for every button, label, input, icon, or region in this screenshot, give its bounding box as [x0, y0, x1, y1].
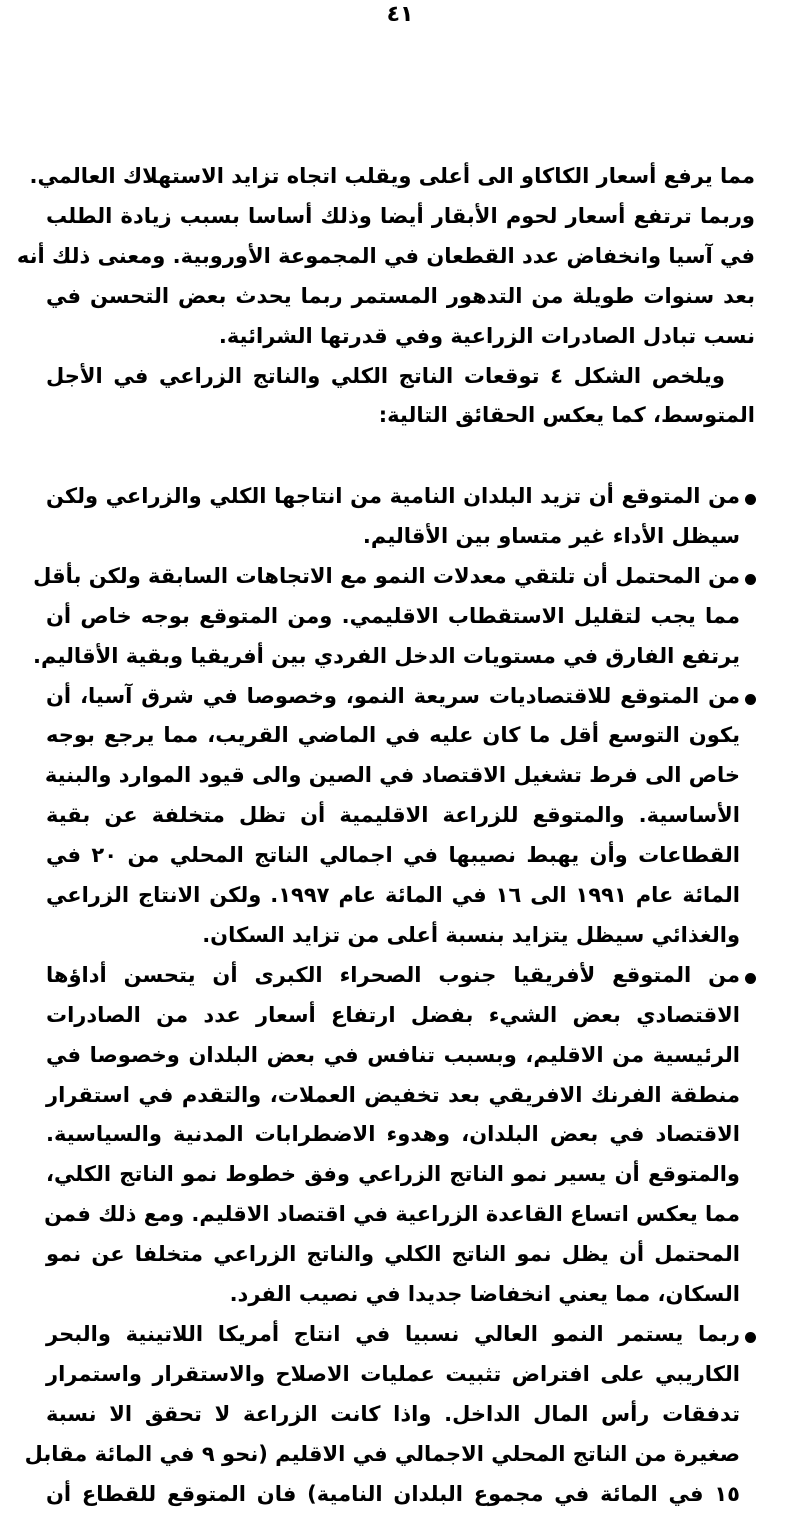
page-number: ٤١ — [386, 2, 414, 27]
bullet-line: ربما يستمر النمو العالي نسبيا في انتاج أمريكا اللاتينية والبحر — [46, 1321, 740, 1346]
bullet-line: من المتوقع لأفريقيا جنوب الصحراء الكبرى أن يتحسن أداؤها — [46, 962, 740, 987]
bullet-line: من المتوقع للاقتصاديات سريعة النمو، وخصوصا في شرق آسيا، أن — [46, 683, 740, 708]
paragraph-line: نسب تبادل الصادرات الزراعية وفي قدرتها الشرائية. — [218, 323, 755, 348]
paragraph-line: وربما ترتفع أسعار لحوم الأبقار أيضا وذلك أساسا بسبب زيادة الطلب — [46, 203, 755, 228]
bullet-line: تدفقات رأس المال الداخل. واذا كانت الزراعة لا تحقق الا نسبة — [46, 1401, 740, 1426]
bullet-line: السكان، مما يعني انخفاضا جديدا في نصيب الفرد. — [229, 1282, 740, 1306]
bullet-line: سيظل الأداء غير متساو بين الأقاليم. — [362, 523, 740, 548]
bullet-line: من المحتمل أن تلتقي معدلات النمو مع الاتجاهات السابقة ولكن بأقل — [33, 563, 740, 588]
bullet-line: والغذائي سيظل يتزايد بنسبة أعلى من تزايد السكان. — [202, 922, 740, 947]
bullet-line: الرئيسية من الاقليم، وبسبب تنافس في بعض البلدان وخصوصا في — [46, 1042, 740, 1067]
paragraph-line: ويلخص الشكل ٤ توقعات الناتج الكلي والناتج الزراعي في الأجل — [46, 363, 725, 388]
bullet-line: منطقة الفرنك الافريقي بعد تخفيض العملات، والتقدم في استقرار — [46, 1082, 740, 1107]
bullet-line: المائة عام ١٩٩١ الى ١٦ في المائة عام ١٩٩٧. ولكن الانتاج الزراعي — [46, 883, 740, 907]
paragraph-line: المتوسط، كما يعكس الحقائق التالية: — [378, 403, 755, 428]
bullet-line: يكون التوسع أقل ما كان عليه في الماضي القريب، مما يرجع بوجه — [46, 723, 740, 748]
bullet-line: مما يعكس اتساع القاعدة الزراعية في اقتصاد الاقليم. ومع ذلك فمن — [44, 1202, 740, 1227]
bullet-icon — [745, 1332, 756, 1343]
bullet-line: مما يجب لتقليل الاستقطاب الاقليمي. ومن المتوقع بوجه خاص أن — [46, 603, 740, 628]
bullet-line: الاقتصادي بعض الشيء بفضل ارتفاع أسعار عدد من الصادرات — [46, 1002, 740, 1027]
bullet-icon — [745, 694, 756, 705]
bullet-line: والمتوقع أن يسير نمو الناتج الزراعي وفق خطوط نمو الناتج الكلي، — [46, 1162, 740, 1187]
bullet-line: ١٥ في المائة في مجموع البلدان النامية) فان المتوقع للقطاع أن — [46, 1481, 740, 1506]
bullet-line: الكاريبي على افتراض تثبيت عمليات الاصلاح والاستقرار واستمرار — [46, 1361, 740, 1386]
bullet-icon — [745, 973, 756, 984]
paragraph-line: في آسيا وانخفاض عدد القطعان في المجموعة الأوروبية. ومعنى ذلك أنه — [16, 243, 755, 268]
bullet-line: من المتوقع أن تزيد البلدان النامية من انتاجها الكلي والزراعي ولكن — [46, 484, 740, 508]
bullet-icon — [745, 574, 756, 585]
paragraph-line: مما يرفع أسعار الكاكاو الى أعلى ويقلب اتجاه تزايد الاستهلاك العالمي. — [29, 164, 755, 188]
bullet-line: المحتمل أن يظل نمو الناتج الكلي والناتج الزراعي متخلفا عن نمو — [46, 1242, 740, 1267]
bullet-icon — [745, 494, 756, 505]
bullet-line: صغيرة من الناتج المحلي الاجمالي في الاقليم (نحو ٩ في المائة مقابل — [24, 1441, 740, 1466]
bullet-line: الاقتصاد في بعض البلدان، وهدوء الاضطرابات المدنية والسياسية. — [46, 1122, 740, 1147]
bullet-line: القطاعات وأن يهبط نصيبها في اجمالي الناتج المحلي من ٢٠ في — [46, 843, 740, 868]
bullet-line: الأساسية. والمتوقع للزراعة الاقليمية أن تظل متخلفة عن بقية — [46, 803, 740, 828]
bullet-line: خاص الى فرط تشغيل الاقتصاد في الصين والى قيود الموارد والبنية — [44, 763, 740, 788]
bullet-line: يرتفع الفارق في مستويات الدخل الفردي بين أفريقيا وبقية الأقاليم. — [33, 643, 740, 668]
paragraph-line: بعد سنوات طويلة من التدهور المستمر ربما يحدث بعض التحسن في — [46, 283, 755, 308]
